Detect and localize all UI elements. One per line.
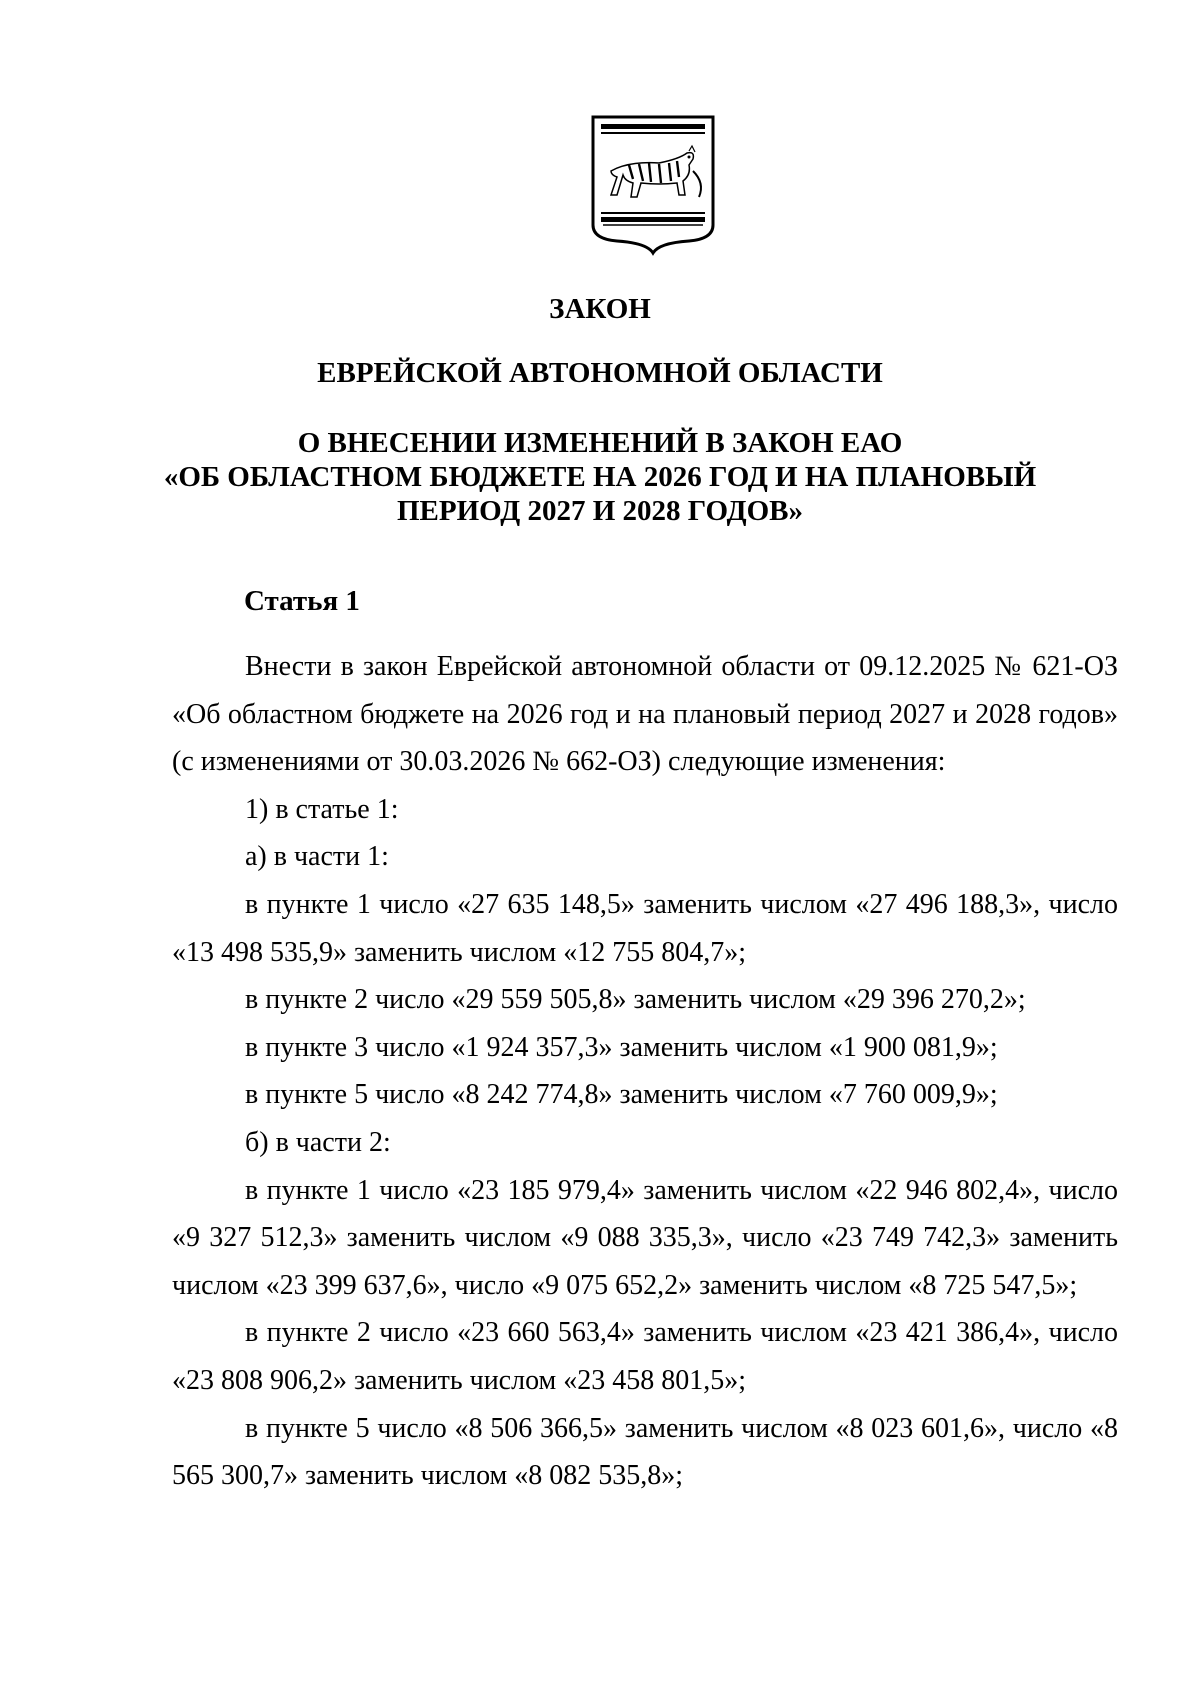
- paragraph: в пункте 5 число «8 506 366,5» заменить числом «8 023 601,6», число «8 565 300,7» заменить числом «8 082 535,8»;: [172, 1412, 1118, 1492]
- document-type-heading: ЗАКОН: [549, 293, 651, 325]
- paragraph: Внести в закон Еврейской автономной области от 09.12.2025 № 621-ОЗ «Об областном бюджете на 2026 год и на плановый период 2027 и 2028 годов» (с изменениями от 30.03.2026 № 662-ОЗ) следующие изменения:: [172, 651, 1118, 778]
- paragraph: в пункте 1 число «23 185 979,4» заменить числом «22 946 802,4», число «9 327 512,3» заменить числом «9 088 335,3», число «23 749 742,3» заменить числом «23 399 637,6», число «9 075 652,2» заменить числом «8 725 547,5»;: [172, 1174, 1118, 1301]
- paragraph: в пункте 5 число «8 242 774,8» заменить числом «7 760 009,9»;: [245, 1079, 998, 1111]
- paragraph: в пункте 3 число «1 924 357,3» заменить числом «1 900 081,9»;: [245, 1031, 998, 1063]
- law-title-line: ПЕРИОД 2027 И 2028 ГОДОВ»: [397, 495, 803, 527]
- paragraph: б) в части 2:: [245, 1126, 391, 1158]
- law-title-line: О ВНЕСЕНИИ ИЗМЕНЕНИЙ В ЗАКОН ЕАО: [297, 427, 903, 459]
- paragraph: в пункте 2 число «23 660 563,4» заменить числом «23 421 386,4», число «23 808 906,2» заменить числом «23 458 801,5»;: [172, 1317, 1118, 1396]
- paragraph: в пункте 1 число «27 635 148,5» заменить числом «27 496 188,3», число «13 498 535,9» заменить числом «12 755 804,7»;: [172, 888, 1118, 968]
- article-heading: Статья 1: [244, 585, 360, 617]
- region-heading: ЕВРЕЙСКОЙ АВТОНОМНОЙ ОБЛАСТИ: [317, 357, 883, 389]
- paragraph: 1) в статье 1:: [245, 793, 399, 825]
- article-body: [172, 643, 1118, 1500]
- coat-of-arms-tiger-icon: [589, 113, 717, 257]
- paragraph: в пункте 2 число «29 559 505,8» заменить числом «29 396 270,2»;: [245, 984, 1026, 1016]
- law-title-line: «ОБ ОБЛАСТНОМ БЮДЖЕТЕ НА 2026 ГОД И НА ПЛАНОВЫЙ: [163, 461, 1037, 493]
- law-title: [0, 426, 1200, 528]
- paragraph: а) в части 1:: [245, 841, 389, 873]
